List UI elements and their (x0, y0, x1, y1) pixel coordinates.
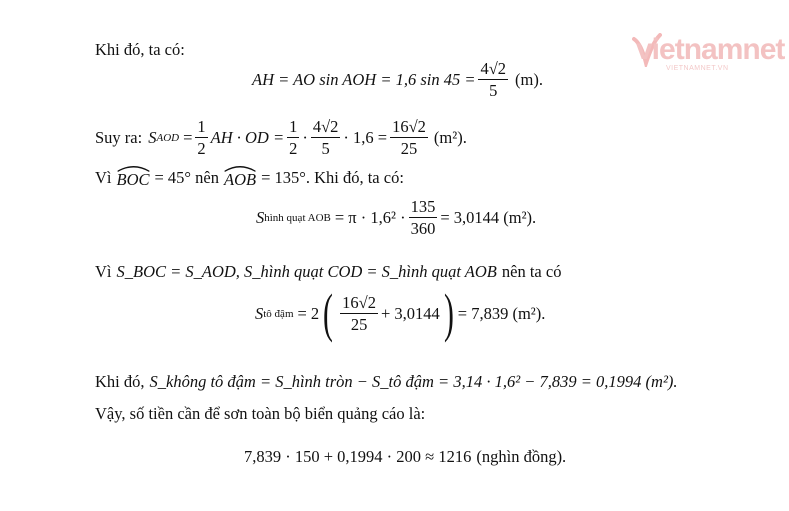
angle2-label: AOB (223, 170, 257, 189)
equation-cost (244, 447, 566, 467)
line3-prefix: Vì (95, 167, 112, 187)
eq1-lhs: AH = AO sin AOH = 1,6 sin 45 = (252, 69, 476, 89)
angle-boc (117, 165, 150, 190)
line-conclusion: Vậy, số tiền cần để sơn toàn bộ biển quảng cáo là: (95, 404, 426, 423)
eq3-s-sub: hình quạt AOB (264, 211, 331, 224)
line2-prefix: Suy ra: (95, 127, 143, 147)
eq4-fraction (340, 294, 378, 334)
watermark-subtext: VIETNAMNET.VN (666, 65, 729, 72)
angle-hat-icon (117, 165, 150, 172)
vietnamnet-watermark-logo (632, 33, 785, 77)
line-unshaded-area (95, 372, 678, 392)
line2-half (195, 118, 207, 158)
line4-text: S_BOC = S_AOD, S_hình quạt COD = S_hình quạt AOB (116, 262, 497, 281)
angle1-label: BOC (116, 170, 150, 189)
line2-f3 (311, 118, 341, 158)
line2-f2-num: 1 (287, 118, 299, 138)
line2-unit: (m²). (433, 127, 467, 147)
eq6-unit: (nghìn đồng). (476, 447, 567, 466)
watermark-text: vietnamnet (636, 33, 785, 66)
eq4-frac-den: 25 (350, 315, 368, 335)
line4-suffix: nên ta có (501, 262, 562, 281)
line2-f2-den: 2 (289, 139, 298, 159)
eq4-result: = 7,839 (m²). (457, 303, 546, 323)
line-equal-areas (95, 262, 561, 282)
equation-ah (252, 60, 543, 100)
angle-aob (224, 165, 256, 190)
eq3-result: = 3,0144 (m²). (440, 207, 537, 227)
right-paren: ) (443, 283, 454, 343)
eq4-s: S (255, 303, 264, 323)
line4-prefix: Vì (95, 262, 112, 281)
eq3-frac-den: 360 (410, 219, 436, 239)
line2-half-num: 1 (195, 118, 207, 138)
eq4-frac-num: 16√2 (340, 294, 378, 314)
eq3-expr: = π · 1,6² · (334, 207, 406, 227)
line-suy-ra (95, 118, 467, 158)
eq1-unit: (m). (515, 69, 543, 89)
line2-s: S (148, 127, 157, 147)
line2-f4-num: 16√2 (390, 118, 428, 138)
line2-f4 (390, 118, 428, 158)
line2-mid: AH · OD = (210, 127, 285, 147)
eq6-expr: 7,839 · 150 + 0,1994 · 200 ≈ 1216 (244, 447, 472, 466)
eq3-s: S (256, 207, 265, 227)
line5-prefix: Khi đó, (95, 372, 145, 391)
line2-tail: · 1,6 = (343, 127, 388, 147)
angle-hat-icon (224, 165, 256, 172)
line2-f3-num: 4√2 (311, 118, 341, 138)
eq1-fraction (478, 60, 508, 100)
line-angles (95, 165, 404, 190)
line2-s-sub: AOD (156, 131, 180, 144)
line2-half-den: 2 (197, 139, 206, 159)
line3-mid: = 45° nên (154, 167, 219, 187)
line2-dot: · (302, 127, 308, 147)
eq1-frac-num: 4√2 (478, 60, 508, 80)
intro-text: Khi đó, ta có: (95, 40, 185, 59)
left-paren: ( (323, 283, 334, 343)
eq3-frac-num: 135 (409, 198, 438, 218)
eq4-s-sub: tô đậm (263, 307, 294, 320)
line2-f2 (287, 118, 299, 158)
eq4-plus: + 3,0144 (380, 303, 440, 323)
line2-eq: = (183, 127, 193, 147)
eq4-expr: = 2 (297, 303, 320, 323)
line5-text: S_không tô đậm = S_hình tròn − S_tô đậm = 3,14 · 1,6² − 7,839 = 0,1994 (m²). (149, 372, 678, 391)
line2-f4-den: 25 (400, 139, 418, 159)
line3-tail: = 135°. Khi đó, ta có: (261, 167, 404, 187)
eq3-fraction (409, 198, 438, 238)
equation-sector-aob (256, 198, 536, 238)
line2-f3-den: 5 (321, 139, 330, 159)
eq1-frac-den: 5 (489, 81, 498, 101)
equation-shaded-area (255, 283, 546, 343)
